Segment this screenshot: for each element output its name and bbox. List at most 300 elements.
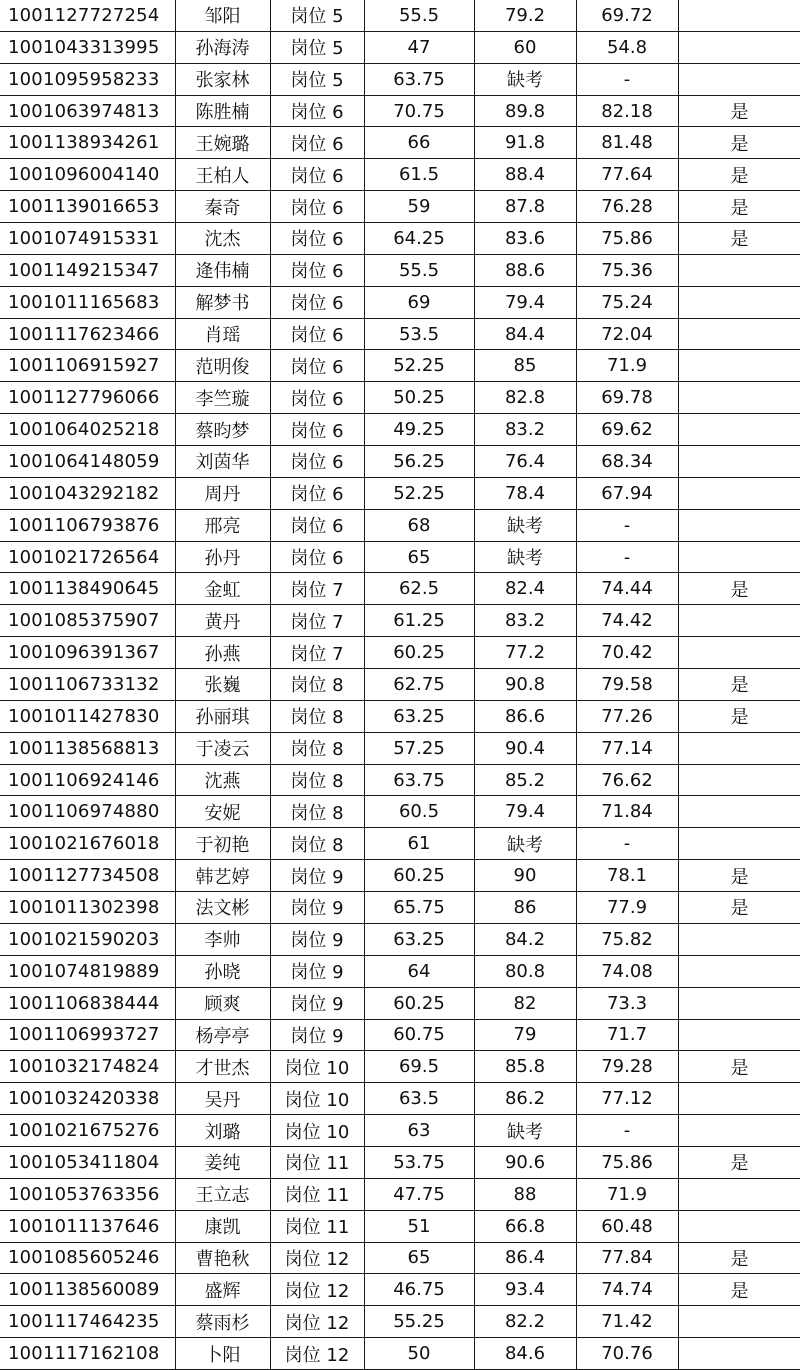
selected-flag-cell: 是 — [678, 1242, 800, 1274]
post-cell: 岗位 9 — [270, 1019, 364, 1051]
written-score-cell: 70.75 — [364, 95, 474, 127]
candidate-name-cell: 法文彬 — [175, 892, 270, 924]
post-cell: 岗位 10 — [270, 1051, 364, 1083]
selected-flag-cell: 是 — [678, 860, 800, 892]
candidate-id-cell: 1001053411804 — [0, 1146, 175, 1178]
total-score-cell: 73.3 — [576, 987, 678, 1019]
written-score-cell: 61.5 — [364, 159, 474, 191]
post-cell: 岗位 8 — [270, 828, 364, 860]
selected-flag-cell — [678, 0, 800, 31]
written-score-cell: 69.5 — [364, 1051, 474, 1083]
candidate-name-cell: 张巍 — [175, 669, 270, 701]
post-cell: 岗位 8 — [270, 796, 364, 828]
candidate-name-cell: 逄伟楠 — [175, 254, 270, 286]
interview-score-cell: 缺考 — [474, 63, 576, 95]
interview-score-cell: 缺考 — [474, 541, 576, 573]
candidate-id-cell: 1001138934261 — [0, 127, 175, 159]
written-score-cell: 64 — [364, 955, 474, 987]
total-score-cell: 60.48 — [576, 1210, 678, 1242]
selected-flag-cell — [678, 923, 800, 955]
interview-score-cell: 缺考 — [474, 1115, 576, 1147]
selected-flag-cell: 是 — [678, 700, 800, 732]
total-score-cell: 74.74 — [576, 1274, 678, 1306]
written-score-cell: 49.25 — [364, 414, 474, 446]
candidate-name-cell: 周丹 — [175, 477, 270, 509]
candidate-id-cell: 1001096391367 — [0, 637, 175, 669]
post-cell: 岗位 11 — [270, 1146, 364, 1178]
total-score-cell: - — [576, 541, 678, 573]
table-row — [0, 509, 800, 541]
candidate-name-cell: 秦奇 — [175, 191, 270, 223]
candidate-name-cell: 肖瑶 — [175, 318, 270, 350]
interview-score-cell: 93.4 — [474, 1274, 576, 1306]
candidate-name-cell: 沈燕 — [175, 764, 270, 796]
written-score-cell: 62.5 — [364, 573, 474, 605]
total-score-cell: - — [576, 63, 678, 95]
selected-flag-cell — [678, 955, 800, 987]
post-cell: 岗位 10 — [270, 1083, 364, 1115]
table-row — [0, 700, 800, 732]
table-row — [0, 1178, 800, 1210]
total-score-cell: 71.7 — [576, 1019, 678, 1051]
candidate-id-cell: 1001085605246 — [0, 1242, 175, 1274]
post-cell: 岗位 6 — [270, 254, 364, 286]
selected-flag-cell — [678, 31, 800, 63]
selected-flag-cell — [678, 541, 800, 573]
total-score-cell: 54.8 — [576, 31, 678, 63]
selected-flag-cell — [678, 382, 800, 414]
table-row — [0, 669, 800, 701]
post-cell: 岗位 11 — [270, 1178, 364, 1210]
post-cell: 岗位 9 — [270, 987, 364, 1019]
table-row — [0, 1146, 800, 1178]
written-score-cell: 65 — [364, 1242, 474, 1274]
interview-score-cell: 87.8 — [474, 191, 576, 223]
total-score-cell: 77.64 — [576, 159, 678, 191]
selected-flag-cell: 是 — [678, 159, 800, 191]
selected-flag-cell: 是 — [678, 1146, 800, 1178]
candidate-name-cell: 黄丹 — [175, 605, 270, 637]
candidate-name-cell: 蔡昀梦 — [175, 414, 270, 446]
total-score-cell: 79.28 — [576, 1051, 678, 1083]
written-score-cell: 47 — [364, 31, 474, 63]
selected-flag-cell: 是 — [678, 191, 800, 223]
selected-flag-cell — [678, 1210, 800, 1242]
interview-score-cell: 89.8 — [474, 95, 576, 127]
candidate-id-cell: 1001127727254 — [0, 0, 175, 31]
candidate-id-cell: 1001139016653 — [0, 191, 175, 223]
post-cell: 岗位 7 — [270, 637, 364, 669]
total-score-cell: 78.1 — [576, 860, 678, 892]
selected-flag-cell — [678, 509, 800, 541]
post-cell: 岗位 6 — [270, 223, 364, 255]
selected-flag-cell — [678, 414, 800, 446]
candidate-name-cell: 邹阳 — [175, 0, 270, 31]
selected-flag-cell — [678, 1019, 800, 1051]
interview-score-cell: 91.8 — [474, 127, 576, 159]
table-row — [0, 0, 800, 31]
candidate-name-cell: 蔡雨杉 — [175, 1306, 270, 1338]
post-cell: 岗位 6 — [270, 191, 364, 223]
candidate-id-cell: 1001127734508 — [0, 860, 175, 892]
table-row — [0, 573, 800, 605]
total-score-cell: 70.42 — [576, 637, 678, 669]
selected-flag-cell — [678, 732, 800, 764]
post-cell: 岗位 6 — [270, 509, 364, 541]
written-score-cell: 61.25 — [364, 605, 474, 637]
post-cell: 岗位 10 — [270, 1115, 364, 1147]
candidate-id-cell: 1001138560089 — [0, 1274, 175, 1306]
total-score-cell: 75.86 — [576, 223, 678, 255]
table-row — [0, 286, 800, 318]
total-score-cell: - — [576, 1115, 678, 1147]
interview-score-cell: 88 — [474, 1178, 576, 1210]
total-score-cell: 72.04 — [576, 318, 678, 350]
candidate-id-cell: 1001053763356 — [0, 1178, 175, 1210]
candidate-name-cell: 刘茵华 — [175, 446, 270, 478]
table-row — [0, 414, 800, 446]
written-score-cell: 55.5 — [364, 0, 474, 31]
written-score-cell: 68 — [364, 509, 474, 541]
written-score-cell: 50.25 — [364, 382, 474, 414]
total-score-cell: 67.94 — [576, 477, 678, 509]
candidate-name-cell: 刘璐 — [175, 1115, 270, 1147]
candidate-id-cell: 1001085375907 — [0, 605, 175, 637]
candidate-name-cell: 于凌云 — [175, 732, 270, 764]
candidate-name-cell: 孙晓 — [175, 955, 270, 987]
written-score-cell: 55.5 — [364, 254, 474, 286]
candidate-id-cell: 1001064148059 — [0, 446, 175, 478]
post-cell: 岗位 9 — [270, 955, 364, 987]
written-score-cell: 60.25 — [364, 987, 474, 1019]
total-score-cell: 71.9 — [576, 1178, 678, 1210]
interview-score-cell: 79.4 — [474, 286, 576, 318]
selected-flag-cell: 是 — [678, 573, 800, 605]
post-cell: 岗位 5 — [270, 31, 364, 63]
table-row — [0, 637, 800, 669]
total-score-cell: 71.42 — [576, 1306, 678, 1338]
table-row — [0, 987, 800, 1019]
interview-score-cell: 85.8 — [474, 1051, 576, 1083]
table-row — [0, 350, 800, 382]
interview-score-cell: 79.4 — [474, 796, 576, 828]
written-score-cell: 64.25 — [364, 223, 474, 255]
candidate-id-cell: 1001117623466 — [0, 318, 175, 350]
interview-score-cell: 82.8 — [474, 382, 576, 414]
candidate-id-cell: 1001106838444 — [0, 987, 175, 1019]
post-cell: 岗位 5 — [270, 63, 364, 95]
written-score-cell: 60.75 — [364, 1019, 474, 1051]
total-score-cell: 69.62 — [576, 414, 678, 446]
table-row — [0, 477, 800, 509]
total-score-cell: 69.78 — [576, 382, 678, 414]
table-row — [0, 1306, 800, 1338]
table-row — [0, 191, 800, 223]
selected-flag-cell: 是 — [678, 223, 800, 255]
written-score-cell: 63.75 — [364, 764, 474, 796]
candidate-name-cell: 才世杰 — [175, 1051, 270, 1083]
table-row — [0, 223, 800, 255]
candidate-name-cell: 沈杰 — [175, 223, 270, 255]
selected-flag-cell: 是 — [678, 127, 800, 159]
candidate-id-cell: 1001138490645 — [0, 573, 175, 605]
table-row — [0, 605, 800, 637]
table-row — [0, 1051, 800, 1083]
candidate-id-cell: 1001074819889 — [0, 955, 175, 987]
post-cell: 岗位 8 — [270, 764, 364, 796]
candidate-id-cell: 1001106924146 — [0, 764, 175, 796]
selected-flag-cell — [678, 63, 800, 95]
interview-score-cell: 79.2 — [474, 0, 576, 31]
selected-flag-cell: 是 — [678, 892, 800, 924]
interview-score-cell: 85.2 — [474, 764, 576, 796]
interview-score-cell: 86.2 — [474, 1083, 576, 1115]
written-score-cell: 60.5 — [364, 796, 474, 828]
interview-score-cell: 86 — [474, 892, 576, 924]
total-score-cell: 71.84 — [576, 796, 678, 828]
selected-flag-cell — [678, 764, 800, 796]
written-score-cell: 69 — [364, 286, 474, 318]
written-score-cell: 52.25 — [364, 350, 474, 382]
interview-score-cell: 83.2 — [474, 414, 576, 446]
selected-flag-cell — [678, 1083, 800, 1115]
candidate-id-cell: 1001117464235 — [0, 1306, 175, 1338]
interview-score-cell: 85 — [474, 350, 576, 382]
interview-score-cell: 86.6 — [474, 700, 576, 732]
candidate-id-cell: 1001127796066 — [0, 382, 175, 414]
selected-flag-cell — [678, 987, 800, 1019]
candidate-name-cell: 王立志 — [175, 1178, 270, 1210]
total-score-cell: 75.86 — [576, 1146, 678, 1178]
interview-score-cell: 90.8 — [474, 669, 576, 701]
post-cell: 岗位 6 — [270, 414, 364, 446]
candidate-name-cell: 王婉璐 — [175, 127, 270, 159]
total-score-cell: 77.9 — [576, 892, 678, 924]
candidate-id-cell: 1001021590203 — [0, 923, 175, 955]
interview-score-cell: 78.4 — [474, 477, 576, 509]
table-row — [0, 1274, 800, 1306]
selected-flag-cell — [678, 1306, 800, 1338]
interview-score-cell: 82.4 — [474, 573, 576, 605]
selected-flag-cell — [678, 605, 800, 637]
total-score-cell: 74.08 — [576, 955, 678, 987]
post-cell: 岗位 6 — [270, 159, 364, 191]
post-cell: 岗位 12 — [270, 1242, 364, 1274]
written-score-cell: 63.25 — [364, 700, 474, 732]
post-cell: 岗位 8 — [270, 700, 364, 732]
interview-score-cell: 82 — [474, 987, 576, 1019]
table-row — [0, 254, 800, 286]
candidate-name-cell: 解梦书 — [175, 286, 270, 318]
written-score-cell: 63.75 — [364, 63, 474, 95]
post-cell: 岗位 6 — [270, 95, 364, 127]
candidate-id-cell: 1001011165683 — [0, 286, 175, 318]
candidate-name-cell: 安妮 — [175, 796, 270, 828]
candidate-id-cell: 1001138568813 — [0, 732, 175, 764]
candidate-name-cell: 盛辉 — [175, 1274, 270, 1306]
post-cell: 岗位 5 — [270, 0, 364, 31]
selected-flag-cell — [678, 637, 800, 669]
written-score-cell: 63.5 — [364, 1083, 474, 1115]
total-score-cell: - — [576, 828, 678, 860]
candidate-id-cell: 1001149215347 — [0, 254, 175, 286]
candidate-name-cell: 孙燕 — [175, 637, 270, 669]
candidate-name-cell: 金虹 — [175, 573, 270, 605]
post-cell: 岗位 7 — [270, 573, 364, 605]
selected-flag-cell — [678, 286, 800, 318]
total-score-cell: 74.42 — [576, 605, 678, 637]
interview-score-cell: 88.6 — [474, 254, 576, 286]
total-score-cell: 76.62 — [576, 764, 678, 796]
total-score-cell: 75.24 — [576, 286, 678, 318]
interview-score-cell: 84.4 — [474, 318, 576, 350]
interview-score-cell: 83.2 — [474, 605, 576, 637]
written-score-cell: 53.5 — [364, 318, 474, 350]
selected-flag-cell: 是 — [678, 1051, 800, 1083]
post-cell: 岗位 11 — [270, 1210, 364, 1242]
table-row — [0, 31, 800, 63]
candidate-id-cell: 1001064025218 — [0, 414, 175, 446]
total-score-cell: 74.44 — [576, 573, 678, 605]
table-row — [0, 1019, 800, 1051]
written-score-cell: 59 — [364, 191, 474, 223]
candidate-id-cell: 1001096004140 — [0, 159, 175, 191]
candidate-id-cell: 1001011427830 — [0, 700, 175, 732]
table-row — [0, 732, 800, 764]
table-row — [0, 1083, 800, 1115]
interview-score-cell: 79 — [474, 1019, 576, 1051]
total-score-cell: 77.12 — [576, 1083, 678, 1115]
total-score-cell: 81.48 — [576, 127, 678, 159]
candidate-name-cell: 王柏人 — [175, 159, 270, 191]
candidate-id-cell: 1001021675276 — [0, 1115, 175, 1147]
written-score-cell: 57.25 — [364, 732, 474, 764]
post-cell: 岗位 6 — [270, 477, 364, 509]
candidate-name-cell: 韩艺婷 — [175, 860, 270, 892]
total-score-cell: 71.9 — [576, 350, 678, 382]
total-score-cell: 75.36 — [576, 254, 678, 286]
post-cell: 岗位 8 — [270, 669, 364, 701]
post-cell: 岗位 9 — [270, 892, 364, 924]
interview-score-cell: 60 — [474, 31, 576, 63]
interview-score-cell: 77.2 — [474, 637, 576, 669]
table-row — [0, 1338, 800, 1370]
candidate-name-cell: 卜阳 — [175, 1338, 270, 1370]
written-score-cell: 46.75 — [364, 1274, 474, 1306]
candidate-name-cell: 于初艳 — [175, 828, 270, 860]
candidate-id-cell: 1001043313995 — [0, 31, 175, 63]
table-row — [0, 446, 800, 478]
post-cell: 岗位 6 — [270, 286, 364, 318]
post-cell: 岗位 6 — [270, 318, 364, 350]
candidate-id-cell: 1001021726564 — [0, 541, 175, 573]
interview-score-cell: 82.2 — [474, 1306, 576, 1338]
written-score-cell: 56.25 — [364, 446, 474, 478]
table-row — [0, 764, 800, 796]
selected-flag-cell: 是 — [678, 95, 800, 127]
written-score-cell: 63 — [364, 1115, 474, 1147]
table-row — [0, 796, 800, 828]
candidate-name-cell: 孙丹 — [175, 541, 270, 573]
table-row — [0, 860, 800, 892]
candidate-id-cell: 1001063974813 — [0, 95, 175, 127]
post-cell: 岗位 12 — [270, 1274, 364, 1306]
candidate-name-cell: 陈胜楠 — [175, 95, 270, 127]
table-row — [0, 63, 800, 95]
candidate-id-cell: 1001032420338 — [0, 1083, 175, 1115]
total-score-cell: 79.58 — [576, 669, 678, 701]
interview-score-cell: 84.2 — [474, 923, 576, 955]
candidate-id-cell: 1001074915331 — [0, 223, 175, 255]
total-score-cell: 75.82 — [576, 923, 678, 955]
written-score-cell: 52.25 — [364, 477, 474, 509]
written-score-cell: 65 — [364, 541, 474, 573]
candidate-id-cell: 1001021676018 — [0, 828, 175, 860]
candidate-id-cell: 1001117162108 — [0, 1338, 175, 1370]
total-score-cell: - — [576, 509, 678, 541]
total-score-cell: 70.76 — [576, 1338, 678, 1370]
written-score-cell: 47.75 — [364, 1178, 474, 1210]
written-score-cell: 51 — [364, 1210, 474, 1242]
post-cell: 岗位 6 — [270, 350, 364, 382]
total-score-cell: 77.26 — [576, 700, 678, 732]
candidate-name-cell: 范明俊 — [175, 350, 270, 382]
candidate-id-cell: 1001011137646 — [0, 1210, 175, 1242]
post-cell: 岗位 8 — [270, 732, 364, 764]
candidate-name-cell: 姜纯 — [175, 1146, 270, 1178]
post-cell: 岗位 6 — [270, 446, 364, 478]
table-row — [0, 892, 800, 924]
candidate-id-cell: 1001032174824 — [0, 1051, 175, 1083]
written-score-cell: 60.25 — [364, 637, 474, 669]
post-cell: 岗位 6 — [270, 127, 364, 159]
interview-score-cell: 83.6 — [474, 223, 576, 255]
table-row — [0, 1210, 800, 1242]
selected-flag-cell: 是 — [678, 669, 800, 701]
candidate-name-cell: 孙丽琪 — [175, 700, 270, 732]
written-score-cell: 50 — [364, 1338, 474, 1370]
selected-flag-cell — [678, 796, 800, 828]
written-score-cell: 61 — [364, 828, 474, 860]
interview-score-cell: 88.4 — [474, 159, 576, 191]
table-row — [0, 828, 800, 860]
table-row — [0, 1115, 800, 1147]
candidate-id-cell: 1001106993727 — [0, 1019, 175, 1051]
selected-flag-cell — [678, 446, 800, 478]
written-score-cell: 63.25 — [364, 923, 474, 955]
candidate-id-cell: 1001106974880 — [0, 796, 175, 828]
candidate-name-cell: 吴丹 — [175, 1083, 270, 1115]
selected-flag-cell — [678, 1115, 800, 1147]
table-row — [0, 95, 800, 127]
post-cell: 岗位 9 — [270, 923, 364, 955]
total-score-cell: 82.18 — [576, 95, 678, 127]
candidate-id-cell: 1001011302398 — [0, 892, 175, 924]
selected-flag-cell — [678, 318, 800, 350]
table-row — [0, 382, 800, 414]
candidate-name-cell: 杨亭亭 — [175, 1019, 270, 1051]
table-row — [0, 127, 800, 159]
candidate-id-cell: 1001043292182 — [0, 477, 175, 509]
written-score-cell: 60.25 — [364, 860, 474, 892]
total-score-cell: 69.72 — [576, 0, 678, 31]
post-cell: 岗位 6 — [270, 541, 364, 573]
candidate-name-cell: 李帅 — [175, 923, 270, 955]
candidate-name-cell: 邢亮 — [175, 509, 270, 541]
interview-score-cell: 76.4 — [474, 446, 576, 478]
written-score-cell: 65.75 — [364, 892, 474, 924]
interview-score-cell: 66.8 — [474, 1210, 576, 1242]
